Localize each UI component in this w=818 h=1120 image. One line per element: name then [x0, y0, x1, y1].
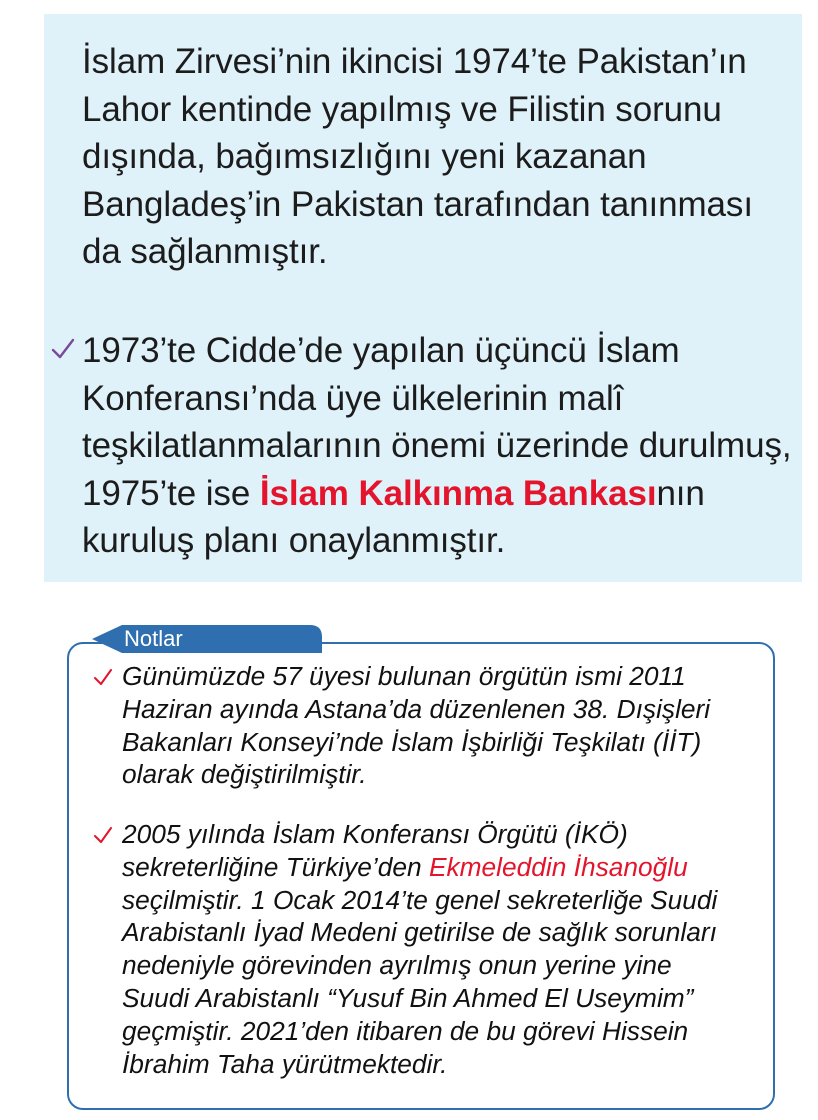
checkmark-icon — [93, 825, 113, 845]
ekmeleddin-ihsanoglu-highlight: Ekmeleddin İhsanoğlu — [428, 851, 688, 882]
note-item-secretary-general — [122, 818, 742, 1080]
paragraph-2-before: 1973’te Cidde’de yapılan üçüncü İslam Konferansı’nda üye ülkelerinin malî teşkilatlanmalarının önemi üzerinde durulmuş, 1975’te ise — [82, 331, 792, 513]
note-2-before: 2005 yılında İslam Konferansı Örgütü (İKÖ) sekreterliğine Türkiye’den — [122, 819, 628, 882]
paragraph-1-text: İslam Zirvesi’nin ikincisi 1974’te Pakistan’ın Lahor kentinde yapılmış ve Filistin sorunu dışında, bağımsızlığını yeni kazanan Bangladeş’in Pakistan tarafından tanınması da sağlanmıştır. — [82, 42, 753, 271]
checkmark-icon — [50, 336, 76, 362]
note-item-oic-rename — [122, 660, 742, 791]
islamic-development-bank-highlight: İslam Kalkınma Bankası — [259, 473, 657, 513]
note-2-text — [122, 818, 742, 1080]
paragraph-2-text — [82, 327, 794, 565]
note-2-after: seçilmiştir. 1 Ocak 2014’te genel sekreterliğe Suudi Arabistanlı İyad Medeni getirilse de sağlık sorunları nedeniyle görevinden ayrılmış onun yerine yine Suudi Arabistanlı “Yusuf Bin Ahmed El Useymim” geçmiştir. 2021’den itibaren de bu görevi Hissein İbrahim Taha yürütmektedir. — [122, 884, 718, 1079]
note-1-text: Günümüzde 57 üyesi bulunan örgütün ismi 2011 Haziran ayında Astana’da düzenlenen 38. Dışişleri Bakanları Konseyi’nde İslam İşbirliği Teşkilatı (İİT) olarak değiştirilmiştir. — [122, 661, 711, 790]
content-panel — [44, 14, 802, 582]
paragraph-jeddah-conference-1973 — [82, 327, 794, 565]
paragraph-islam-summit-1974 — [82, 38, 794, 276]
notes-title: Notlar — [124, 626, 183, 651]
paragraph-2-after: nın kuruluş planı onaylanmıştır. — [82, 473, 705, 560]
checkmark-icon — [93, 667, 113, 687]
